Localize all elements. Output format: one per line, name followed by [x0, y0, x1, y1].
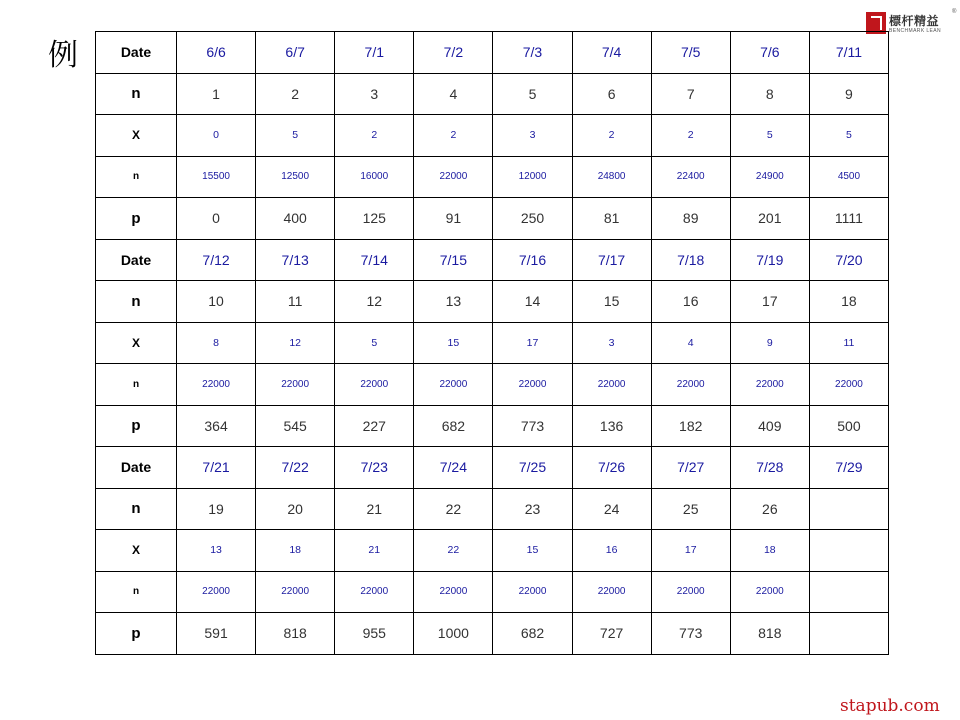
- table-cell: 81: [572, 198, 651, 240]
- table-cell: 25: [651, 488, 730, 530]
- table-cell: 4500: [809, 156, 888, 198]
- table-cell: 12000: [493, 156, 572, 198]
- table-cell: 22000: [493, 364, 572, 406]
- table-cell: 5: [335, 322, 414, 364]
- table-cell: 5: [730, 115, 809, 157]
- row-header: Date: [96, 239, 177, 281]
- table-cell: 2: [651, 115, 730, 157]
- table-cell: 7/18: [651, 239, 730, 281]
- table-cell: 682: [414, 405, 493, 447]
- table-cell: 7/11: [809, 32, 888, 74]
- table-cell: 17: [493, 322, 572, 364]
- table-row: [96, 613, 889, 655]
- row-header: X: [96, 530, 177, 572]
- table-row: [96, 488, 889, 530]
- table-cell: 22400: [651, 156, 730, 198]
- table-row: [96, 239, 889, 281]
- table-cell: 15: [572, 281, 651, 323]
- table-cell: 9: [809, 73, 888, 115]
- data-table: [95, 31, 889, 655]
- table-cell: 7/22: [256, 447, 335, 489]
- table-row: [96, 530, 889, 572]
- row-header: n: [96, 156, 177, 198]
- table-cell: 2: [414, 115, 493, 157]
- table-cell: 8: [177, 322, 256, 364]
- table-cell: 6/7: [256, 32, 335, 74]
- table-cell: 7/24: [414, 447, 493, 489]
- table-cell: 8: [730, 73, 809, 115]
- table-cell: 7/23: [335, 447, 414, 489]
- table-cell: 22000: [730, 364, 809, 406]
- table-cell: 545: [256, 405, 335, 447]
- table-cell: 7/3: [493, 32, 572, 74]
- table-cell: 7/26: [572, 447, 651, 489]
- table-cell: 15: [493, 530, 572, 572]
- row-header: p: [96, 613, 177, 655]
- table-cell: 16: [651, 281, 730, 323]
- table-cell: 21: [335, 530, 414, 572]
- table-cell: 2: [572, 115, 651, 157]
- table-cell: 19: [177, 488, 256, 530]
- table-cell: 12: [256, 322, 335, 364]
- table-cell: 7/6: [730, 32, 809, 74]
- table-cell: 773: [493, 405, 572, 447]
- table-cell: 182: [651, 405, 730, 447]
- row-header: n: [96, 281, 177, 323]
- table-cell: 125: [335, 198, 414, 240]
- table-cell: 2: [256, 73, 335, 115]
- table-cell: 22000: [414, 156, 493, 198]
- table-cell: 21: [335, 488, 414, 530]
- table-cell: 26: [730, 488, 809, 530]
- table-cell: 5: [493, 73, 572, 115]
- table-cell: 955: [335, 613, 414, 655]
- watermark: stapub.com: [840, 696, 940, 716]
- table-cell: 22000: [335, 364, 414, 406]
- table-cell: 11: [256, 281, 335, 323]
- slide-label: 例: [48, 38, 78, 73]
- table-cell: 4: [414, 73, 493, 115]
- table-cell: 591: [177, 613, 256, 655]
- row-header: X: [96, 322, 177, 364]
- table-cell: 201: [730, 198, 809, 240]
- table-cell: 7/13: [256, 239, 335, 281]
- table-cell: 2: [335, 115, 414, 157]
- table-row: [96, 281, 889, 323]
- table-cell: [809, 571, 888, 613]
- table-cell: 22: [414, 530, 493, 572]
- table-cell: 7/12: [177, 239, 256, 281]
- table-cell: 227: [335, 405, 414, 447]
- table-cell: 400: [256, 198, 335, 240]
- table-cell: 3: [572, 322, 651, 364]
- table-cell: 1111: [809, 198, 888, 240]
- table-cell: 22000: [335, 571, 414, 613]
- data-table-body: [96, 32, 889, 655]
- table-cell: 7/1: [335, 32, 414, 74]
- table-cell: 23: [493, 488, 572, 530]
- table-cell: 7/2: [414, 32, 493, 74]
- row-header: n: [96, 364, 177, 406]
- table-cell: 22000: [572, 364, 651, 406]
- table-cell: 818: [256, 613, 335, 655]
- logo-name: 標杆精益: [889, 14, 940, 28]
- table-cell: 89: [651, 198, 730, 240]
- table-cell: 818: [730, 613, 809, 655]
- table-cell: 18: [730, 530, 809, 572]
- table-row: [96, 571, 889, 613]
- row-header: p: [96, 198, 177, 240]
- table-cell: 7: [651, 73, 730, 115]
- table-cell: 0: [177, 115, 256, 157]
- logo-english-name: BENCHMARK LEAN: [889, 28, 941, 34]
- table-cell: [809, 530, 888, 572]
- table-cell: 22000: [651, 364, 730, 406]
- table-cell: 7/21: [177, 447, 256, 489]
- table-cell: 7/19: [730, 239, 809, 281]
- table-row: [96, 405, 889, 447]
- table-cell: 12500: [256, 156, 335, 198]
- table-cell: 91: [414, 198, 493, 240]
- table-cell: 22000: [177, 364, 256, 406]
- table-cell: 409: [730, 405, 809, 447]
- table-cell: 22000: [572, 571, 651, 613]
- table-cell: 22: [414, 488, 493, 530]
- logo-registered-mark: ®: [952, 9, 957, 15]
- table-cell: 136: [572, 405, 651, 447]
- table-cell: 5: [809, 115, 888, 157]
- row-header: n: [96, 571, 177, 613]
- table-cell: 22000: [414, 364, 493, 406]
- table-cell: 7/27: [651, 447, 730, 489]
- table-cell: 250: [493, 198, 572, 240]
- table-cell: 14: [493, 281, 572, 323]
- table-cell: 7/28: [730, 447, 809, 489]
- table-row: [96, 447, 889, 489]
- table-row: [96, 198, 889, 240]
- row-header: X: [96, 115, 177, 157]
- row-header: n: [96, 488, 177, 530]
- table-cell: 727: [572, 613, 651, 655]
- table-cell: [809, 488, 888, 530]
- table-cell: 7/15: [414, 239, 493, 281]
- table-row: [96, 322, 889, 364]
- table-cell: 682: [493, 613, 572, 655]
- table-cell: 22000: [177, 571, 256, 613]
- table-cell: 6/6: [177, 32, 256, 74]
- table-cell: [809, 613, 888, 655]
- table-cell: 18: [256, 530, 335, 572]
- table-row: [96, 73, 889, 115]
- table-cell: 17: [730, 281, 809, 323]
- table-cell: 7/4: [572, 32, 651, 74]
- table-cell: 13: [414, 281, 493, 323]
- table-cell: 3: [335, 73, 414, 115]
- table-row: [96, 32, 889, 74]
- table-cell: 9: [730, 322, 809, 364]
- table-cell: 12: [335, 281, 414, 323]
- table-cell: 24900: [730, 156, 809, 198]
- table-cell: 7/17: [572, 239, 651, 281]
- row-header: n: [96, 73, 177, 115]
- table-cell: 0: [177, 198, 256, 240]
- table-cell: 1000: [414, 613, 493, 655]
- table-cell: 364: [177, 405, 256, 447]
- table-cell: 15500: [177, 156, 256, 198]
- table-cell: 773: [651, 613, 730, 655]
- table-cell: 500: [809, 405, 888, 447]
- table-cell: 7/20: [809, 239, 888, 281]
- table-cell: 13: [177, 530, 256, 572]
- table-cell: 16000: [335, 156, 414, 198]
- table-cell: 7/5: [651, 32, 730, 74]
- table-cell: 11: [809, 322, 888, 364]
- table-cell: 20: [256, 488, 335, 530]
- row-header: Date: [96, 32, 177, 74]
- table-cell: 15: [414, 322, 493, 364]
- table-cell: 7/16: [493, 239, 572, 281]
- table-cell: 22000: [256, 571, 335, 613]
- table-cell: 1: [177, 73, 256, 115]
- table-cell: 7/29: [809, 447, 888, 489]
- table-cell: 22000: [651, 571, 730, 613]
- table-row: [96, 364, 889, 406]
- table-cell: 5: [256, 115, 335, 157]
- table-cell: 6: [572, 73, 651, 115]
- table-cell: 4: [651, 322, 730, 364]
- table-cell: 22000: [493, 571, 572, 613]
- table-cell: 22000: [809, 364, 888, 406]
- table-cell: 7/14: [335, 239, 414, 281]
- table-cell: 22000: [414, 571, 493, 613]
- table-cell: 16: [572, 530, 651, 572]
- table-cell: 24800: [572, 156, 651, 198]
- table-cell: 24: [572, 488, 651, 530]
- table-cell: 18: [809, 281, 888, 323]
- table-cell: 22000: [256, 364, 335, 406]
- table-cell: 7/25: [493, 447, 572, 489]
- table-cell: 17: [651, 530, 730, 572]
- table-cell: 22000: [730, 571, 809, 613]
- table-cell: 3: [493, 115, 572, 157]
- table-row: [96, 115, 889, 157]
- table-cell: 10: [177, 281, 256, 323]
- table-row: [96, 156, 889, 198]
- row-header: Date: [96, 447, 177, 489]
- row-header: p: [96, 405, 177, 447]
